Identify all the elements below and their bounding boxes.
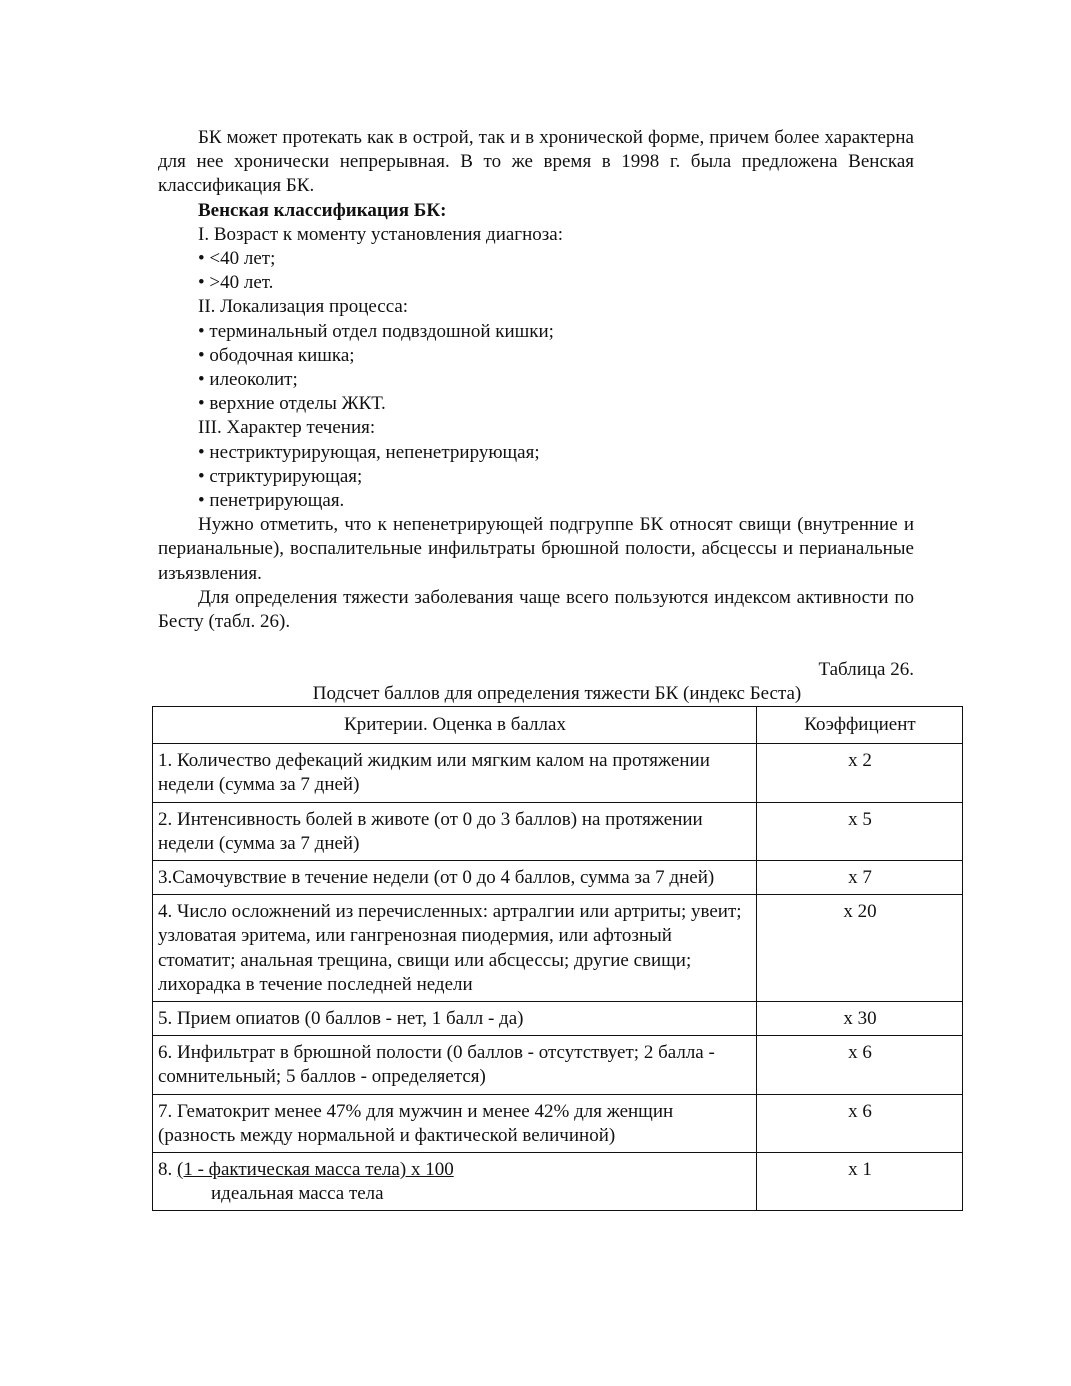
table-row <box>153 895 963 1002</box>
formula-numerator: (1 - фактическая масса тела) x 100 <box>177 1159 454 1181</box>
table-row <box>153 744 963 802</box>
paragraph-note: Нужно отметить, что к непенетрирующей подгруппе БК относят свищи (внутренние и перианальные), воспалительные инфильтраты брюшной полости, абсцессы и перианальные изъязвления. <box>158 514 914 584</box>
list-item: • илеоколит; <box>198 369 298 391</box>
table-row <box>153 1002 963 1036</box>
list-item: • <40 лет; <box>198 248 276 270</box>
coefficient-cell: x 5 <box>757 802 963 860</box>
body-text <box>158 126 914 634</box>
list-item: • терминальный отдел подвздошной кишки; <box>198 320 554 342</box>
list-item: III. Характер течения: <box>198 417 376 439</box>
criterion-cell-formula <box>153 1153 757 1211</box>
criterion-cell: 4. Число осложнений из перечисленных: артралгии или артриты; увеит; узловатая эритема, или гангренозная пиодермия, или афтозный стоматит; анальная трещина, свищи или абсцессы; другие свищи; лихорадка в течение последней недели <box>153 895 757 1002</box>
list-item: I. Возраст к моменту установления диагноза: <box>198 223 563 245</box>
header-criteria: Критерии. Оценка в баллах <box>153 707 757 744</box>
header-coefficient: Коэффициент <box>757 707 963 744</box>
coefficient-cell: x 7 <box>757 861 963 895</box>
criterion-cell: 3.Самочувствие в течение недели (от 0 до 4 баллов, сумма за 7 дней) <box>153 861 757 895</box>
table-row <box>153 802 963 860</box>
criterion-cell: 1. Количество дефекаций жидким или мягким калом на протяжении недели (сумма за 7 дней) <box>153 744 757 802</box>
criterion-cell: 5. Прием опиатов (0 баллов - нет, 1 балл - да) <box>153 1002 757 1036</box>
table-header-row <box>153 707 963 744</box>
list-item: • >40 лет. <box>198 272 274 294</box>
table-row <box>153 861 963 895</box>
coefficient-cell: x 2 <box>757 744 963 802</box>
list-item: • нестриктурирующая, непенетрирующая; <box>198 441 540 463</box>
formula-numerator-line <box>158 1158 752 1182</box>
criterion-cell: 7. Гематокрит менее 47% для мужчин и менее 42% для женщин (разность между нормальной и фактической величиной) <box>153 1094 757 1152</box>
criterion-cell: 6. Инфильтрат в брюшной полости (0 баллов - отсутствует; 2 балла - сомнительный; 5 баллов - определяется) <box>153 1036 757 1094</box>
formula-denominator: идеальная масса тела <box>211 1183 384 1205</box>
coefficient-cell: x 1 <box>757 1153 963 1211</box>
list-item: II. Локализация процесса: <box>198 296 409 318</box>
table-row <box>153 1153 963 1211</box>
table-number: Таблица 26. <box>818 659 914 680</box>
list-item: • верхние отделы ЖКТ. <box>198 393 386 415</box>
row-number: 8. <box>158 1159 177 1181</box>
coefficient-cell: x 6 <box>757 1094 963 1152</box>
table-row <box>153 1036 963 1094</box>
paragraph-reference: Для определения тяжести заболевания чаще всего пользуются индексом активности по Бесту (табл. 26). <box>158 586 914 633</box>
paragraph-intro: БК может протекать как в острой, так и в хронической форме, причем более характерна для нее хронически непрерывная. В то же время в 1998 г. была предложена Венская классификация БК. <box>158 127 914 197</box>
list-item: • стриктурирующая; <box>198 465 363 487</box>
list-item: • ободочная кишка; <box>198 344 355 366</box>
coefficient-cell: x 30 <box>757 1002 963 1036</box>
table-row <box>153 1094 963 1152</box>
coefficient-cell: x 6 <box>757 1036 963 1094</box>
coefficient-cell: x 20 <box>757 895 963 1002</box>
criterion-cell: 2. Интенсивность болей в животе (от 0 до 3 баллов) на протяжении недели (сумма за 7 дней) <box>153 802 757 860</box>
best-index-table <box>152 706 963 1211</box>
table-title: Подсчет баллов для определения тяжести БК (индекс Беста) <box>312 683 802 704</box>
list-item: • пенетрирующая. <box>198 490 345 512</box>
section-heading: Венская классификация БК: <box>198 199 447 221</box>
